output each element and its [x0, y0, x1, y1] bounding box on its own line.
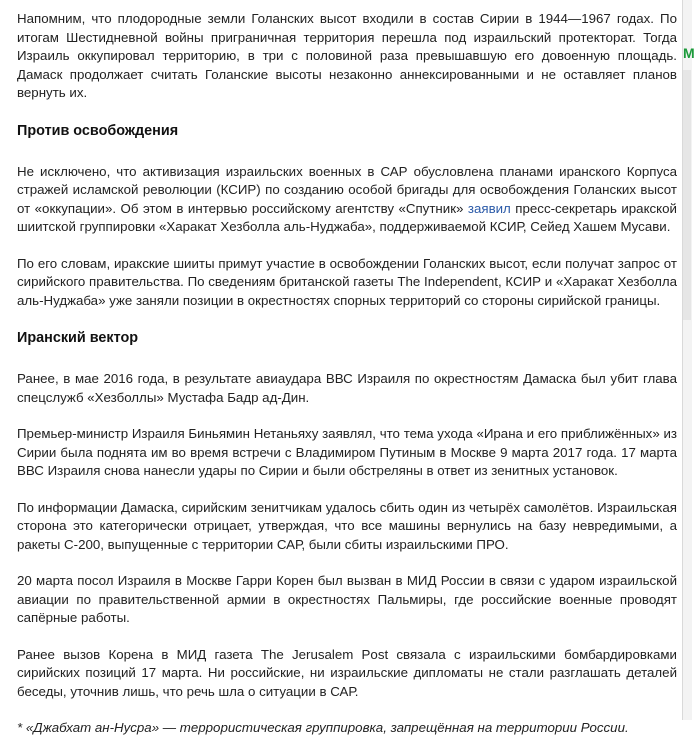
paragraph-ksir-text-start: Не исключено, что активизация израильских военных в САР обусловлена планами иранского Корпуса стражей исламской революции (КСИР) по созданию особой бригады для освобождения Голанских высот от «оккупации». Об этом в интервью российскому агентству «Спутник» [17, 163, 677, 216]
paragraph-ksir-text-end: пресс-секретарь иракской шиитской группировки «Харакат Хезболла аль-Нуджаба», поддерживаемой КСИР, Сейед Хашем Мусави. [17, 200, 677, 234]
article-body [17, 10, 677, 756]
section-heading-iran: Иранский вектор [17, 330, 139, 346]
paragraph-shiites: По его словам, иракские шииты примут участие в освобождении Голанских высот, если получат запрос от сирийского правительства. По сведениям британской газеты The Independent, КСИР и «Харакат Хезболла аль-Нуджаба» уже заняли позиции в окрестностях спорных территорий со стороны сирийской границы. [17, 255, 677, 308]
paragraph-netanyahu: Премьер-министр Израиля Биньямин Нетаньяху заявлял, что тема ухода «Ирана и его приближённых» из Сирии была поднята им во время встречи с Владимиром Путиным в Москве 9 марта 2017 года. 17 марта ВВС Израиля снова нанесли удары по Сирии и были обстреляны в ответ из зенитных установок. [17, 426, 677, 478]
footnote: * «Джабхат ан-Нусра» — террористическая группировка, запрещённая на территории России. [17, 720, 629, 735]
sidebar-heading-fragment: М [683, 45, 695, 61]
paragraph-intro: Напомним, что плодородные земли Голанских высот входили в состав Сирии в 1944—1967 годах. По итогам Шестидневной войны приграничная территория перешла под израильский протекторат. Тогда Израиль оккупировал территорию, в три с половиной раза превышавшую его довоенную площадь. Дамаск продолжает считать Голанские высоты незаконно аннексированными и не оставляет планов вернуть их. [17, 11, 677, 100]
paragraph-koren: 20 марта посол Израиля в Москве Гарри Корен был вызван в МИД России в связи с ударом израильской авиации по правительственной армии в окрестностях Пальмиры, где российские военные проводят сапёрные работы. [17, 573, 677, 625]
paragraph-ksir [17, 163, 677, 237]
sidebar-block [683, 70, 691, 320]
stated-link[interactable]: заявил [467, 200, 511, 216]
paragraph-jerusalem-post: Ранее вызов Корена в МИД газета The Jerusalem Post связала с израильскими бомбардировками сирийских позиций 17 марта. Ни российские, ни израильские дипломаты не стали разглашать деталей беседы, уточнив лишь, что речь шла о ситуации в САР. [17, 646, 677, 699]
section-heading-against: Против освобождения [17, 122, 179, 139]
paragraph-damascus: По информации Дамаска, сирийским зенитчикам удалось сбить один из четырёх самолётов. Израильская сторона это категорически отрицает, утверждая, что все машины вернулись на базу невредимыми, а ракеты С-200, выпущенные с территории САР, были сбиты израильскими ПРО. [17, 499, 677, 552]
paragraph-may-2016: Ранее, в мае 2016 года, в результате авиаудара ВВС Израиля по окрестностям Дамаска был убит глава спецслужб «Хезболлы» Мустафа Бадр ад-Дин. [17, 371, 677, 405]
